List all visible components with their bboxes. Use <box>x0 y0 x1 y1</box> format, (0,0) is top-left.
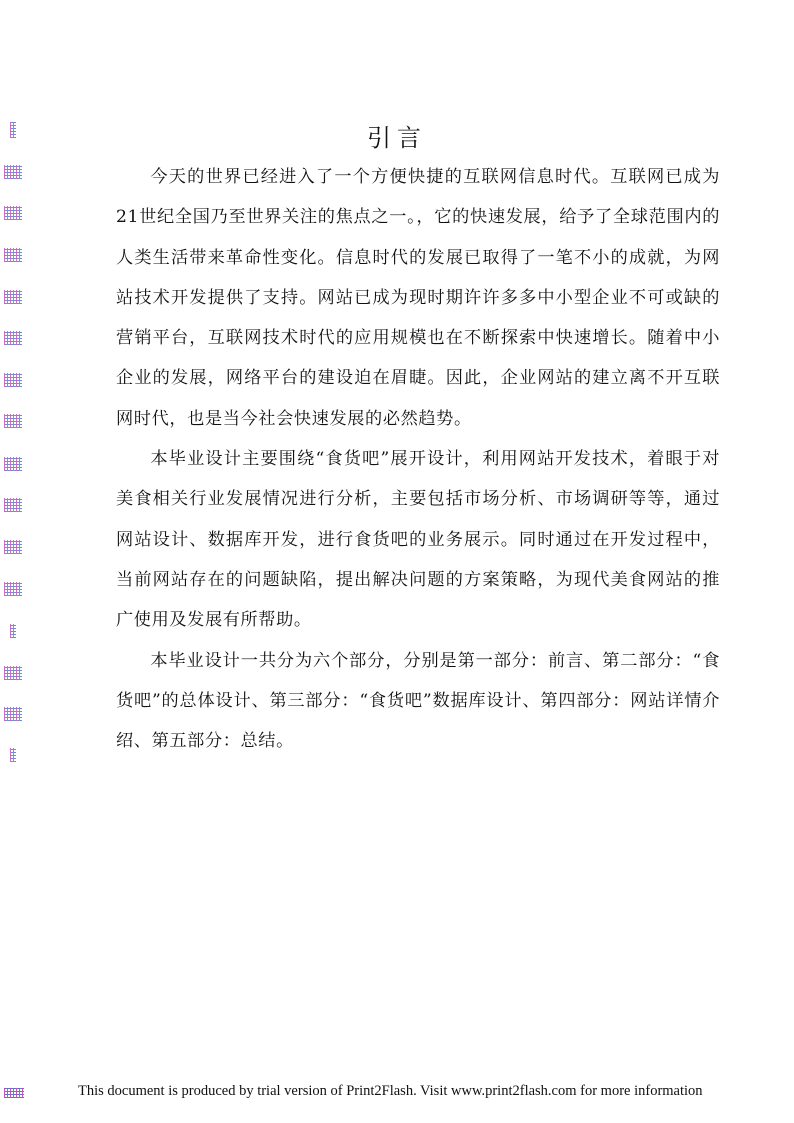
margin-mark <box>4 666 22 680</box>
margin-mark <box>4 248 22 262</box>
page-title: 引言 <box>367 124 427 152</box>
paragraph-structure: 本毕业设计一共分为六个部分，分别是第一部分：前言、第二部分：“食货吧”的总体设计、第三部分：“食货吧”数据库设计、第四部分：网站详情介绍、第五部分：总结。 <box>116 650 720 752</box>
margin-watermark-strip <box>4 0 24 1123</box>
margin-mark <box>4 206 22 220</box>
margin-mark <box>4 582 22 596</box>
margin-mark <box>4 457 22 471</box>
footer-mark <box>4 1088 24 1098</box>
paragraph-design-overview: 本毕业设计主要围绕“食货吧”展开设计，利用网站开发技术，着眼于对美食相关行业发展情况进行分析，主要包括市场分析、市场调研等等，通过网站设计、数据库开发，进行食货吧的业务展示。同时通过在开发过程中，当前网站存在的问题缺陷，提出解决问题的方案策略，为现代美食网站的推广使用及发展有所帮助。 <box>116 449 720 631</box>
margin-mark <box>10 624 16 638</box>
trial-version-footer: This document is produced by trial version of Print2Flash. Visit www.print2flash.com for more information <box>78 1083 703 1099</box>
margin-mark <box>4 331 22 345</box>
paragraph-intro: 今天的世界已经进入了一个方便快捷的互联网信息时代。互联网已成为21世纪全国乃至世界关注的焦点之一。，它的快速发展，给予了全球范围内的人类生活带来革命性变化。信息时代的发展已取得了一笔不小的成就，为网站技术开发提供了支持。网站已成为现时期许许多多中小型企业不可或缺的营销平台，互联网技术时代的应用规模也在不断探索中快速增长。随着中小企业的发展，网络平台的建设迫在眉睫。因此，企业网站的建立离不开互联网时代，也是当今社会快速发展的必然趋势。 <box>116 167 720 429</box>
margin-mark <box>10 748 16 762</box>
margin-mark <box>4 498 22 512</box>
margin-mark <box>4 373 22 387</box>
margin-mark <box>4 290 22 304</box>
margin-mark <box>4 165 22 179</box>
margin-mark <box>4 540 22 554</box>
margin-mark <box>4 414 22 428</box>
document-body <box>116 157 720 761</box>
margin-mark <box>4 707 22 721</box>
